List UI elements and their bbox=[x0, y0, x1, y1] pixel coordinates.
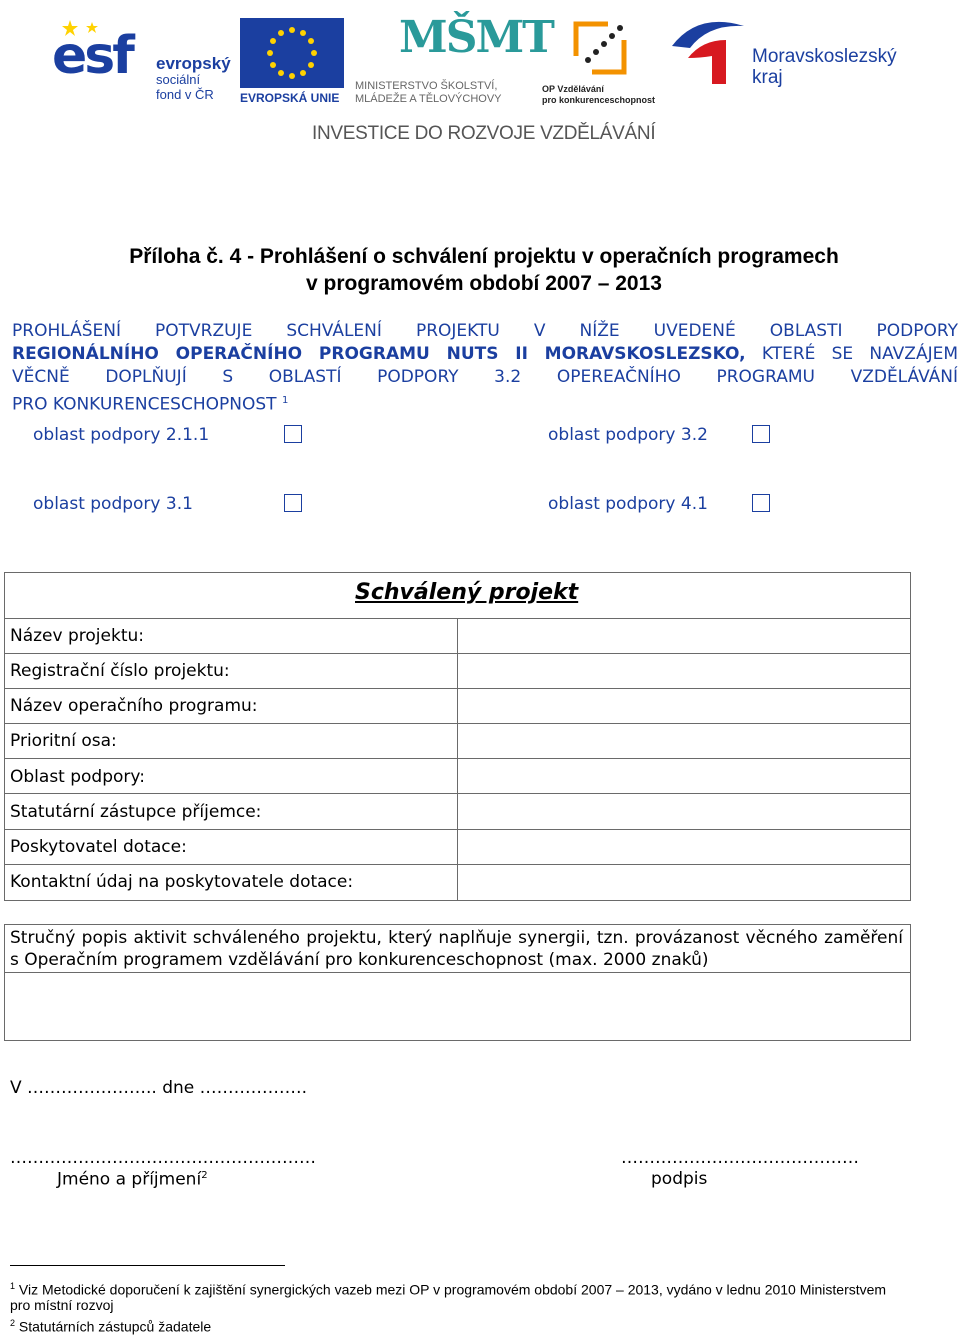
intro-line-4: PRO KONKURENCESCHOPNOST $^1$ bbox=[12, 394, 289, 415]
row-label-project-name: Název projektu: bbox=[10, 626, 144, 646]
op-arrow-icon bbox=[568, 16, 632, 80]
moravskoslezsky-kraj-logo bbox=[668, 18, 900, 88]
checkbox-4-1[interactable] bbox=[752, 494, 770, 512]
description-label-line-2: s Operačním programem vzdělávání pro konkurenceschopnost (max. 2000 znaků) bbox=[10, 950, 709, 970]
op-name-field[interactable] bbox=[458, 689, 910, 723]
msmt-text: MINISTERSTVO ŠKOLSTVÍ, MLÁDEŽE A TĚLOVÝCHOVY bbox=[355, 80, 502, 105]
provider-contact-field[interactable] bbox=[458, 865, 910, 900]
op-text: OP Vzdělávání pro konkurenceschopnost bbox=[542, 84, 656, 105]
esf-logo bbox=[52, 18, 232, 108]
name-label: Jméno a příjmení$^2$ bbox=[57, 1169, 208, 1190]
row-label-support-area: Oblast podpory: bbox=[10, 767, 145, 787]
row-label-statutory-representative: Statutární zástupce příjemce: bbox=[10, 802, 262, 822]
slogan: INVESTICE DO ROZVOJE VZDĚLÁVÁNÍ bbox=[312, 123, 656, 144]
option-label-2-1-1: oblast podpory 2.1.1 bbox=[33, 425, 210, 445]
page-subtitle: v programovém období 2007 – 2013 bbox=[306, 272, 662, 295]
msk-text: Moravskoslezský kraj bbox=[752, 46, 897, 88]
page-title: Příloha č. 4 - Prohlášení o schválení projektu v operačních programech bbox=[129, 245, 839, 268]
footnote-separator bbox=[10, 1265, 285, 1266]
grant-provider-field[interactable] bbox=[458, 830, 910, 864]
row-label-op-name: Název operačního programu: bbox=[10, 696, 258, 716]
footnote-1-continued: pro místní rozvoj bbox=[10, 1297, 114, 1313]
description-label-line-1: Stručný popis aktivit schváleného projektu, který naplňuje synergii, tzn. provázanost věcného zaměření bbox=[10, 928, 903, 948]
row-label-registration-number: Registrační číslo projektu: bbox=[10, 661, 230, 681]
msk-emblem-icon bbox=[668, 18, 748, 86]
esf-text: evropský sociální fond v ČR bbox=[156, 54, 231, 102]
esf-mark: esf bbox=[52, 26, 132, 86]
row-label-priority-axis: Prioritní osa: bbox=[10, 731, 117, 751]
project-name-field[interactable] bbox=[458, 619, 910, 653]
signature-label: podpis bbox=[651, 1169, 708, 1189]
description-field[interactable] bbox=[5, 973, 910, 1040]
row-label-provider-contact: Kontaktní údaj na poskytovatele dotace: bbox=[10, 872, 354, 892]
footnote-1: $^1$ Viz Metodické doporučení k zajištění synergických vazeb mezi OP v programovém období 2007 – 2013, vydáno v lednu 2010 Ministerstvem bbox=[10, 1281, 887, 1298]
statutory-representative-field[interactable] bbox=[458, 794, 910, 829]
registration-number-field[interactable] bbox=[458, 654, 910, 688]
intro-line-1: PROHLÁŠENÍ POTVRZUJE SCHVÁLENÍ PROJEKTU V NÍŽE UVEDENÉ OBLASTI PODPORY bbox=[12, 321, 958, 341]
support-area-field[interactable] bbox=[458, 759, 910, 793]
checkbox-3-1[interactable] bbox=[284, 494, 302, 512]
eu-text: EVROPSKÁ UNIE bbox=[240, 91, 340, 105]
name-dotted-line: ……………………………………………… bbox=[10, 1148, 316, 1168]
eu-logo bbox=[240, 18, 346, 108]
intro-line-3: VĚCNĚ DOPLŇUJÍ S OBLASTÍ PODPORY 3.2 OPEREAČNÍHO PROGRAMU VZDĚLÁVÁNÍ bbox=[12, 367, 958, 387]
msmt-logo bbox=[355, 12, 553, 108]
priority-axis-field[interactable] bbox=[458, 724, 910, 758]
footnote-ref-1: 1 bbox=[281, 395, 289, 406]
project-table-title: Schválený projekt bbox=[355, 580, 579, 605]
option-label-3-1: oblast podpory 3.1 bbox=[33, 494, 193, 514]
checkbox-2-1-1[interactable] bbox=[284, 425, 302, 443]
op-vk-logo bbox=[540, 16, 660, 108]
eu-flag-icon bbox=[240, 18, 344, 88]
option-label-3-2: oblast podpory 3.2 bbox=[548, 425, 708, 445]
footnote-ref-2: 2 bbox=[201, 1170, 208, 1181]
footnote-2: $^2$ Statutárních zástupců žadatele bbox=[10, 1318, 212, 1335]
msmt-mark: MŠMT bbox=[399, 12, 553, 63]
checkbox-3-2[interactable] bbox=[752, 425, 770, 443]
option-label-4-1: oblast podpory 4.1 bbox=[548, 494, 708, 514]
signature-dotted-line: …………………………………… bbox=[621, 1148, 859, 1168]
intro-line-2: REGIONÁLNÍHO OPERAČNÍHO PROGRAMU NUTS II MORAVSKOSLEZSKO, KTERÉ SE NAVZÁJEM bbox=[12, 344, 959, 364]
place-date-line: V ………………….. dne ………………. bbox=[10, 1078, 308, 1098]
row-label-grant-provider: Poskytovatel dotace: bbox=[10, 837, 187, 857]
